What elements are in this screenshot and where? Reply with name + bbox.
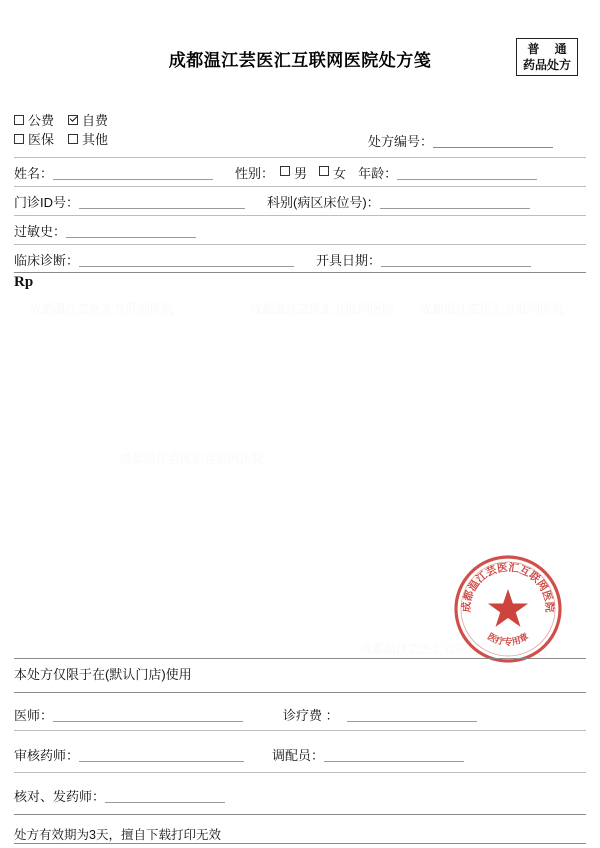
outpatient-id-input[interactable] xyxy=(79,194,245,209)
payment-type-group xyxy=(14,110,122,148)
divider-7 xyxy=(14,692,586,693)
fee-label: 诊疗费 ： xyxy=(283,708,339,723)
payment-row-2 xyxy=(14,129,122,148)
allergy-input[interactable] xyxy=(66,223,196,238)
page-title: 成都温江芸医汇互联网医院处方笺 xyxy=(168,51,432,70)
checkbox-self-expense[interactable] xyxy=(68,115,78,125)
prescription-type-line1: 普 通 xyxy=(527,42,573,56)
issue-date-label: 开具日期： xyxy=(316,253,382,268)
divider-3 xyxy=(14,215,586,216)
checkbox-medical-insurance[interactable] xyxy=(14,134,24,144)
checker-input[interactable] xyxy=(105,788,225,803)
diagnosis-input[interactable] xyxy=(79,252,294,267)
dispenser-label: 调配员： xyxy=(272,748,325,763)
watermark-text xyxy=(420,300,564,317)
checker-label: 核对、发药师： xyxy=(14,789,106,804)
row-diagnosis-date xyxy=(14,250,586,270)
svg-text:成都温江芸医汇互联网医院: 成都温江芸医汇互联网医院 xyxy=(461,562,555,613)
outpatient-id-label: 门诊ID号： xyxy=(14,195,80,210)
svg-text:医疗专用章: 医疗专用章 xyxy=(485,631,531,647)
divider-5 xyxy=(14,272,586,273)
validity-note: 处方有效期为3天，擅自下载打印无效 xyxy=(14,828,221,842)
doctor-input[interactable] xyxy=(53,707,243,722)
row-checker xyxy=(14,786,586,806)
divider-8 xyxy=(14,730,586,731)
prescription-number-field xyxy=(368,131,553,150)
allergy-label: 过敏史： xyxy=(14,224,67,239)
watermark-text xyxy=(250,300,394,317)
document-header xyxy=(0,0,600,92)
label-public-expense: 公费 xyxy=(28,113,55,128)
usage-note: 本处方仅限于在(默认门店)使用 xyxy=(14,667,192,682)
label-other: 其他 xyxy=(82,132,109,147)
department-input[interactable] xyxy=(380,194,530,209)
age-label: 年龄： xyxy=(358,166,398,181)
gender-label: 性别： xyxy=(235,166,275,181)
divider-1 xyxy=(14,157,586,158)
fee-input[interactable] xyxy=(347,707,477,722)
checkbox-gender-male[interactable] xyxy=(280,166,290,176)
row-doctor-fee xyxy=(14,705,586,725)
dispenser-input[interactable] xyxy=(324,747,464,762)
checkbox-other[interactable] xyxy=(68,134,78,144)
row-id-department xyxy=(14,192,586,212)
doctor-label: 医师： xyxy=(14,708,54,723)
watermark-text xyxy=(120,450,264,467)
prescription-number-input[interactable] xyxy=(433,134,553,148)
row-allergy xyxy=(14,221,586,241)
divider-2 xyxy=(14,186,586,187)
checkbox-gender-female[interactable] xyxy=(319,166,329,176)
official-seal xyxy=(452,553,564,665)
row-name-gender-age xyxy=(14,163,586,183)
name-label: 姓名： xyxy=(14,166,54,181)
age-input[interactable] xyxy=(397,165,537,180)
reviewer-input[interactable] xyxy=(79,747,244,762)
divider-10 xyxy=(14,814,586,815)
issue-date-input[interactable] xyxy=(381,252,531,267)
prescription-type-line2: 药品处方 xyxy=(522,58,571,72)
label-gender-male: 男 xyxy=(294,166,308,181)
diagnosis-label: 临床诊断： xyxy=(14,253,80,268)
watermark-text xyxy=(30,300,174,317)
divider-11 xyxy=(14,843,586,844)
divider-6 xyxy=(14,658,586,659)
name-input[interactable] xyxy=(53,165,213,180)
checkbox-public-expense[interactable] xyxy=(14,115,24,125)
prescription-number-label: 处方编号： xyxy=(368,134,434,149)
label-medical-insurance: 医保 xyxy=(28,132,55,147)
rp-marker: Rp xyxy=(14,274,34,290)
department-label: 科别(病区床位号)： xyxy=(267,195,380,210)
row-reviewer-dispenser xyxy=(14,745,586,765)
label-self-expense: 自费 xyxy=(82,113,109,128)
payment-row-1 xyxy=(14,110,122,129)
divider-4 xyxy=(14,244,586,245)
prescription-type-badge xyxy=(516,38,578,76)
divider-9 xyxy=(14,772,586,773)
label-gender-female: 女 xyxy=(333,166,347,181)
reviewer-label: 审核药师： xyxy=(14,748,80,763)
